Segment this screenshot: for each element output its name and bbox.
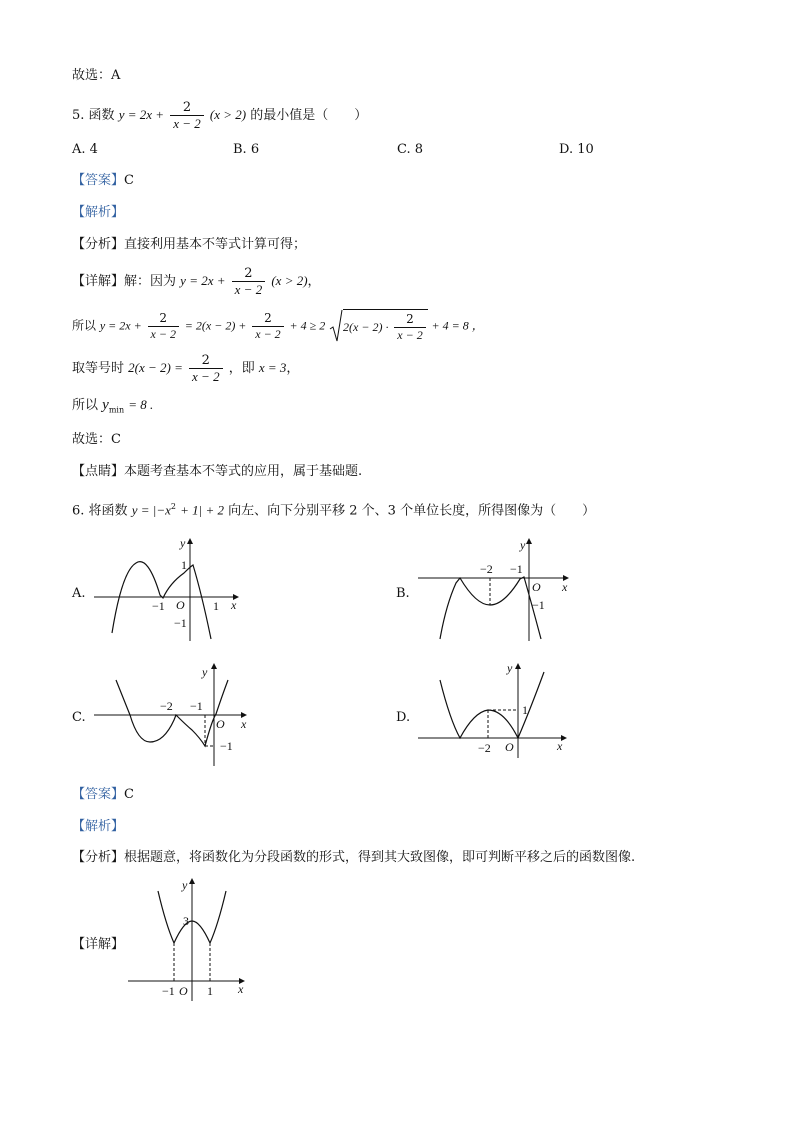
q6-func-sup: 2 (170, 502, 176, 511)
graph-c-tick-n1: −1 (220, 739, 233, 753)
q5-tail: 的最小值是（ ） (250, 108, 368, 123)
q6-stem (72, 498, 595, 520)
q5-option-d: D. 10 (559, 142, 594, 157)
q5-detail-prefix: 解：因为 (124, 274, 177, 289)
graph-d-origin: O (505, 740, 514, 754)
q5-dianjing-text: 本题考查基本不等式的应用，属于基础题. (124, 464, 363, 479)
graph-a-tick-x1: 1 (213, 599, 219, 613)
q5-line2-f1-den: x − 2 (148, 326, 179, 342)
q5-number: 5. (72, 108, 85, 123)
detail-graph-origin: O (179, 984, 188, 998)
q5-lead: 函数 (88, 108, 115, 123)
q5-detail-suffix: ， (307, 274, 321, 289)
q5-analysis-label (72, 204, 124, 222)
q5-line3-den: x − 2 (189, 368, 223, 384)
q6-answer (72, 786, 134, 804)
graph-d-tick-m2: −2 (478, 741, 491, 755)
q6-answer-value: C (124, 787, 134, 802)
q5-line2-f2-num: 2 (264, 310, 272, 325)
q5-line2-d: 2(x − 2) · (343, 320, 389, 334)
q5-line2-e: + 4 = 8 ， (431, 318, 484, 333)
q5-option-a: A. 4 (72, 142, 98, 157)
q5-detail-cond: (x > 2) (271, 273, 308, 288)
q5-line3-prefix: 取等号时 (72, 361, 125, 376)
q6-option-a-label: A. (72, 586, 86, 601)
q5-detail (72, 266, 321, 297)
graph-d-x-label: x (557, 739, 563, 753)
detail-graph-tick-m1: −1 (162, 984, 175, 998)
q5-frac-den: x − 2 (170, 115, 204, 131)
graph-d-y-label: y (507, 661, 513, 675)
q6-tail: 向左、向下分别平移 2 个、3 个单位长度，所得图像为（ ） (228, 503, 596, 519)
graph-d-tick-1: 1 (522, 703, 528, 717)
detail-graph-tick-1: 1 (207, 984, 213, 998)
graph-c-tick-m2: −2 (160, 699, 173, 713)
q5-line2-a: y = 2x + (99, 318, 142, 333)
q6-option-b-label: B. (396, 586, 410, 601)
graph-a (90, 535, 250, 643)
detail-graph-y-label: y (182, 878, 188, 892)
graph-b-tick-m1: −1 (510, 562, 523, 576)
graph-c-origin: O (216, 717, 225, 731)
q5-line2-prefix: 所以 (72, 318, 97, 333)
graph-c-tick-m1: −1 (190, 699, 203, 713)
q5-detail-frac-den: x − 2 (232, 281, 266, 297)
q6-answer-label: 【答案】 (72, 787, 125, 802)
q5-line3-a: 2(x − 2) = (128, 360, 183, 375)
q5-line3-d: ， (286, 361, 300, 376)
q5-fenxi (72, 236, 306, 254)
q5-choose: 故选：C (72, 432, 121, 447)
q5-stem (72, 100, 367, 131)
graph-a-x-label: x (231, 598, 237, 612)
prev-choice: 故选：A (72, 68, 121, 83)
q5-line3-b: ，即 (228, 361, 255, 376)
graph-b (416, 535, 576, 643)
q6-fenxi-text: 根据题意，将函数化为分段函数的形式，得到其大致图像，即可判断平移之后的函数图像. (124, 850, 636, 865)
q5-line4-y: y (102, 397, 109, 413)
q5-line4-rest: = 8 . (128, 397, 154, 412)
graph-b-y-label: y (520, 538, 526, 552)
q5-detail-frac-num: 2 (244, 266, 253, 281)
q6-func: y = |−x (131, 502, 171, 518)
detail-graph-x-label: x (238, 982, 244, 996)
q5-dianjing-label: 【点睛】 (72, 464, 125, 479)
graph-d (416, 660, 576, 760)
q5-analysis-text: 【解析】 (72, 205, 125, 220)
q6-func-rest: + 1| + 2 (180, 502, 224, 518)
graph-a-y-label: y (180, 536, 186, 550)
graph-b-origin: O (532, 580, 541, 594)
q5-line2-b: = 2(x − 2) + (184, 318, 247, 333)
graph-c (90, 660, 255, 768)
q5-line3-num: 2 (201, 353, 210, 368)
q5-detail-label: 【详解】 (72, 274, 125, 289)
graph-c-y-label: y (202, 665, 208, 679)
q5-line2-f2-den: x − 2 (252, 326, 283, 342)
graph-b-x-label: x (562, 580, 568, 594)
q5-fenxi-label: 【分析】 (72, 237, 125, 252)
q5-answer-value: C (124, 173, 134, 188)
q5-fenxi-text: 直接利用基本不等式计算可得； (124, 237, 307, 252)
graph-a-tick-1: 1 (181, 558, 187, 572)
q5-cond: (x > 2) (209, 107, 247, 122)
graph-b-tick-n1: −1 (532, 598, 545, 612)
q6-analysis-text: 【解析】 (72, 819, 125, 834)
q5-line4-prefix: 所以 (72, 398, 99, 413)
q5-option-b: B. 6 (233, 142, 260, 157)
q5-line3 (72, 353, 299, 384)
q6-fenxi (72, 849, 635, 867)
q5-frac-num: 2 (182, 100, 192, 115)
detail-graph-tick-3: 3 (183, 914, 189, 928)
sqrt-symbol (329, 309, 343, 343)
q5-line2 (72, 309, 484, 343)
q5-line3-c: x = 3 (258, 360, 287, 375)
q5-line2-f1-num: 2 (159, 310, 168, 325)
q6-analysis-label (72, 818, 124, 836)
q5-line4 (72, 396, 153, 420)
graph-c-x-label: x (241, 717, 247, 731)
q5-dianjing (72, 463, 362, 481)
q5-line2-f3-den: x − 2 (394, 327, 425, 343)
q5-detail-y: y = 2x + (180, 273, 226, 288)
q6-detail-label: 【详解】 (72, 937, 125, 952)
q6-fenxi-label: 【分析】 (72, 850, 125, 865)
q6-option-c-label: C. (72, 710, 86, 725)
q6-option-d-label: D. (396, 710, 411, 725)
q5-line4-sub: min (108, 405, 125, 415)
q5-answer-label: 【答案】 (72, 173, 125, 188)
q6-lead: 将函数 (88, 503, 128, 519)
detail-graph (126, 875, 254, 1003)
q5-y-eq: y = 2x + (118, 107, 165, 122)
q6-number: 6. (72, 503, 85, 519)
q5-answer (72, 172, 134, 190)
graph-a-tick-n1: −1 (174, 616, 187, 630)
graph-a-tick-m1: −1 (152, 599, 165, 613)
q5-line2-f3-num: 2 (406, 312, 414, 326)
graph-b-tick-m2: −2 (480, 562, 493, 576)
q5-line2-c: + 4 ≥ 2 (289, 318, 326, 333)
q5-option-c: C. 8 (397, 142, 424, 157)
graph-a-origin: O (176, 598, 185, 612)
